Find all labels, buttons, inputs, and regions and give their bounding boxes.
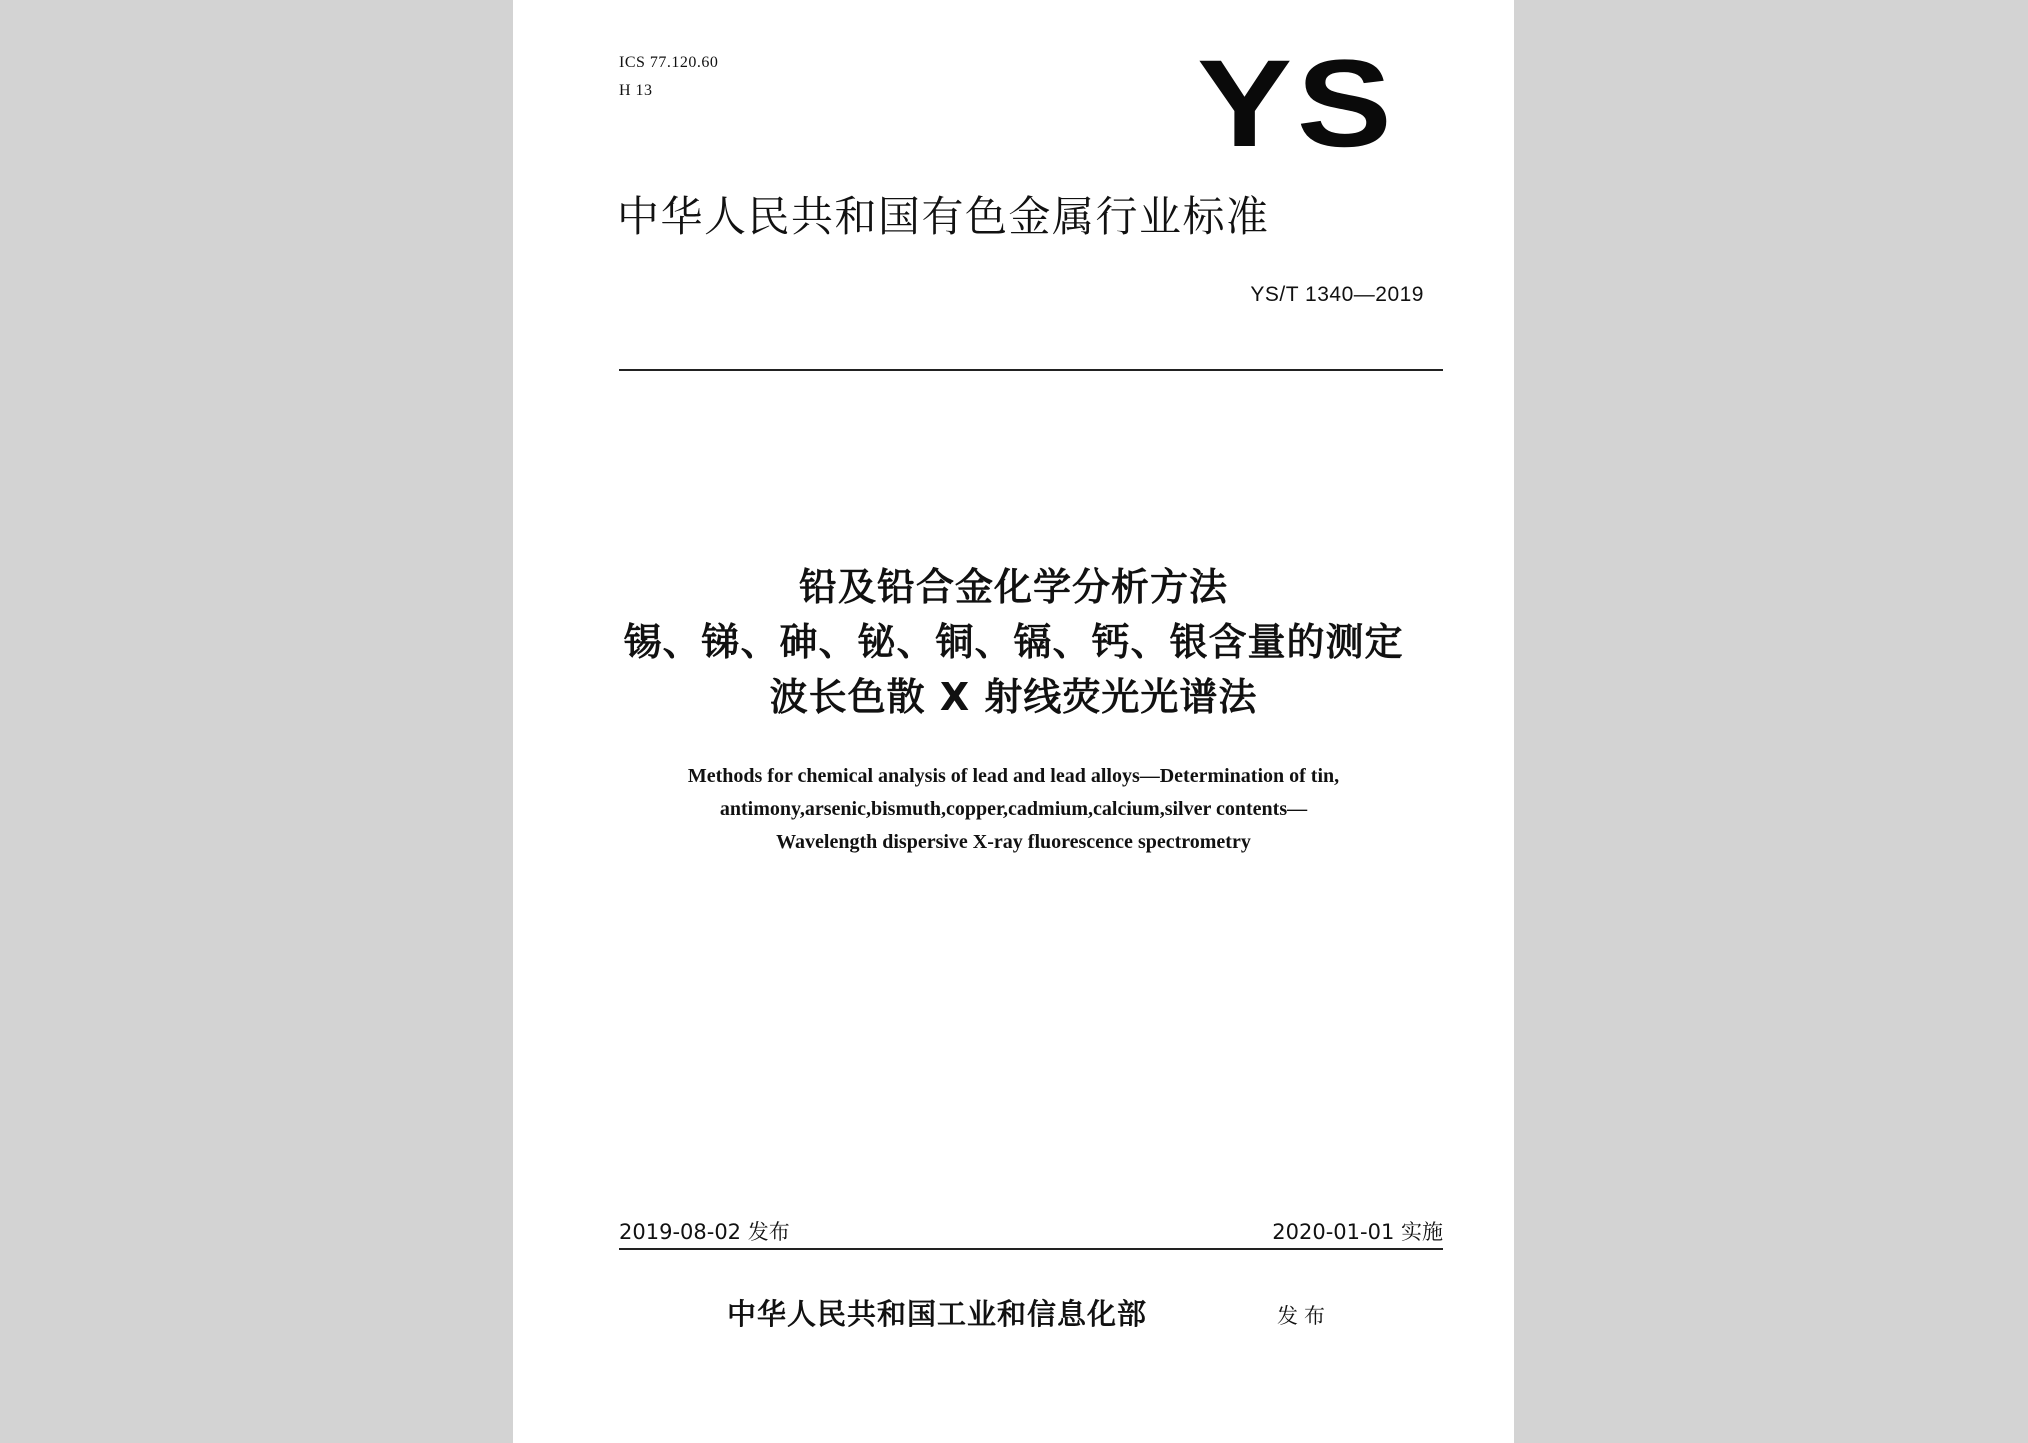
ys-logo: YS bbox=[1197, 35, 1397, 173]
english-title-line-3: Wavelength dispersive X-ray fluorescence spectrometry bbox=[776, 831, 1251, 853]
chinese-title bbox=[513, 560, 1514, 725]
chinese-title-line-1: 铅及铅合金化学分析方法 bbox=[798, 565, 1228, 609]
header-divider bbox=[619, 369, 1443, 371]
standard-number: YS/T 1340—2019 bbox=[1250, 283, 1424, 306]
document-page bbox=[513, 0, 1514, 1443]
english-title bbox=[513, 760, 1514, 859]
english-title-line-2: antimony,arsenic,bismuth,copper,cadmium,calcium,silver contents— bbox=[719, 798, 1308, 820]
issuer-action: 发布 bbox=[1277, 1304, 1331, 1328]
issuing-authority: 中华人民共和国工业和信息化部 bbox=[727, 1297, 1148, 1331]
issue-date: 2019-08-02 发布 bbox=[619, 1220, 790, 1244]
implementation-date: 2020-01-01 实施 bbox=[1272, 1220, 1443, 1244]
chinese-title-line-2: 锡、锑、砷、铋、铜、镉、钙、银含量的测定 bbox=[623, 620, 1404, 664]
footer-divider bbox=[619, 1248, 1443, 1250]
english-title-line-1: Methods for chemical analysis of lead and lead alloys—Determination of tin, bbox=[687, 765, 1340, 787]
standard-name: 中华人民共和国有色金属行业标准 bbox=[617, 192, 1270, 241]
classification-code: H 13 bbox=[619, 82, 653, 99]
chinese-title-line-3: 波长色散 X 射线荧光光谱法 bbox=[769, 675, 1258, 719]
ics-code: ICS 77.120.60 bbox=[619, 54, 719, 71]
